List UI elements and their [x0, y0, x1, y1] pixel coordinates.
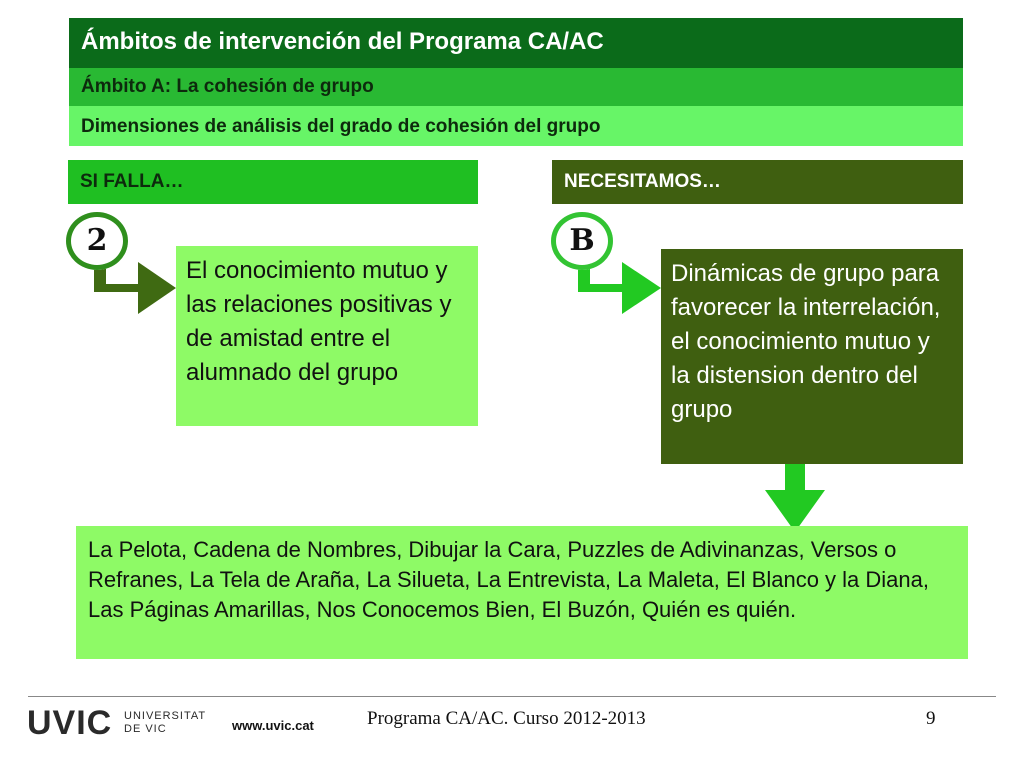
logo-sub-line-2: DE VIC [124, 723, 167, 735]
activities-box: La Pelota, Cadena de Nombres, Dibujar la Cara, Puzzles de Adivinanzas, Versos o Refranes, La Tela de Araña, La Silueta, La Entrevista, La Maleta, El Blanco y la Diana, Las Páginas Amarillas, Nos Conocemos Bien, El Buzón, Quién es quién. [76, 526, 968, 659]
page-number: 9 [926, 708, 936, 729]
slide-title: Ámbitos de intervención del Programa CA/AC [69, 18, 963, 68]
uvic-logo: UVIC [27, 704, 113, 742]
left-elbow-arrow-icon [94, 262, 176, 314]
badge-b: B [551, 212, 613, 270]
right-elbow-arrow-icon [578, 262, 661, 314]
problem-box: El conocimiento mutuo y las relaciones positivas y de amistad entre el alumnado del grupo [176, 246, 478, 426]
uvic-logo-subtitle [124, 710, 206, 736]
right-column-heading: NECESITAMOS… [552, 160, 963, 204]
down-arrow-icon [765, 464, 825, 532]
dimension-bar: Dimensiones de análisis del grado de cohesión del grupo [69, 106, 963, 146]
course-label: Programa CA/AC. Curso 2012-2013 [367, 708, 646, 729]
slide-subtitle: Ámbito A: La cohesión de grupo [69, 68, 963, 106]
left-column-heading: SI FALLA… [68, 160, 478, 204]
solution-box: Dinámicas de grupo para favorecer la interrelación, el conocimiento mutuo y la distension dentro del grupo [661, 249, 963, 464]
website-link[interactable]: www.uvic.cat [232, 718, 314, 733]
logo-sub-line-1: UNIVERSITAT [124, 710, 207, 722]
badge-2: 2 [66, 212, 128, 270]
footer-divider [28, 696, 996, 697]
